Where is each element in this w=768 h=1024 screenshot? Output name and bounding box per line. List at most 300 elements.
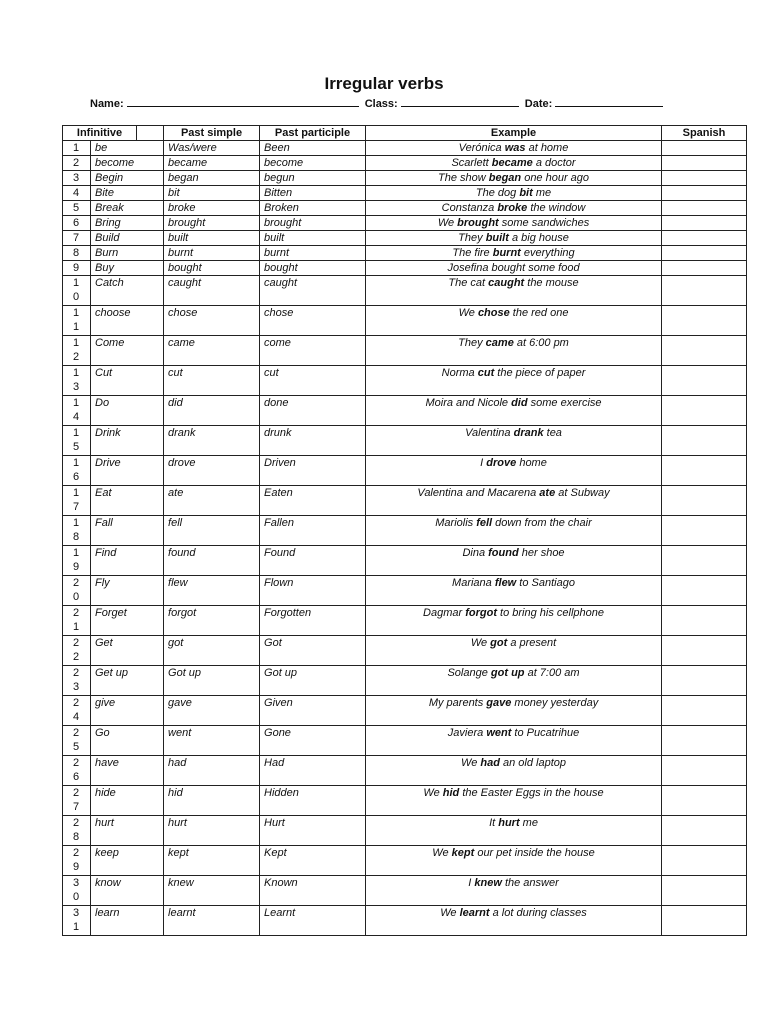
example-text: It: [489, 817, 499, 829]
past-participle-cell: cut: [260, 366, 366, 396]
row-number-text: 26: [73, 757, 80, 783]
spanish-cell[interactable]: [662, 876, 747, 906]
past-simple-cell: had: [164, 756, 260, 786]
spanish-cell[interactable]: [662, 336, 747, 366]
example-verb: got up: [490, 667, 525, 679]
example-verb: ate: [539, 487, 556, 499]
example-text: They: [458, 337, 486, 349]
spanish-cell[interactable]: [662, 201, 747, 216]
spanish-cell[interactable]: [662, 786, 747, 816]
past-simple-cell: chose: [164, 306, 260, 336]
past-simple-cell: cut: [164, 366, 260, 396]
spanish-cell[interactable]: [662, 726, 747, 756]
row-number: [63, 201, 91, 216]
spanish-cell[interactable]: [662, 171, 747, 186]
example-cell: [366, 666, 662, 696]
example-verb: went: [486, 727, 512, 739]
row-number: [63, 246, 91, 261]
row-number-text: 13: [73, 367, 80, 393]
past-participle-cell: Hurt: [260, 816, 366, 846]
past-participle-cell: Learnt: [260, 906, 366, 936]
header-past-simple: Past simple: [164, 126, 260, 141]
example-text-end: our pet inside the house: [474, 847, 595, 859]
spanish-cell[interactable]: [662, 366, 747, 396]
row-number: [63, 666, 91, 696]
date-field[interactable]: [555, 96, 663, 107]
row-number-text: 7: [73, 232, 80, 244]
example-cell: [366, 201, 662, 216]
example-text: Dagmar: [423, 607, 466, 619]
table-row: [63, 396, 747, 426]
example-text: We: [437, 217, 458, 229]
infinitive-cell: Get: [91, 636, 164, 666]
table-row: [63, 726, 747, 756]
row-number-text: 28: [73, 817, 80, 843]
table-row: [63, 216, 747, 231]
example-verb: built: [485, 232, 509, 244]
example-cell: [366, 396, 662, 426]
past-participle-cell: brought: [260, 216, 366, 231]
row-number: [63, 456, 91, 486]
past-simple-cell: gave: [164, 696, 260, 726]
row-number-text: 6: [73, 217, 80, 229]
table-row: [63, 636, 747, 666]
spanish-cell[interactable]: [662, 576, 747, 606]
example-verb: hid: [442, 787, 460, 799]
example-text-end: the red one: [509, 307, 569, 319]
example-verb: drank: [513, 427, 544, 439]
table-row: [63, 456, 747, 486]
example-text: The dog: [475, 187, 520, 199]
past-participle-cell: Known: [260, 876, 366, 906]
example-verb: broke: [497, 202, 528, 214]
infinitive-cell: hide: [91, 786, 164, 816]
example-cell: [366, 756, 662, 786]
header-infinitive: Infinitive: [63, 126, 137, 141]
example-cell: [366, 186, 662, 201]
example-text: Scarlett: [451, 157, 492, 169]
example-text-end: the answer: [501, 877, 559, 889]
example-text: Dina: [462, 547, 489, 559]
row-number-text: 19: [73, 547, 80, 573]
example-verb: burnt: [492, 247, 521, 259]
past-simple-cell: kept: [164, 846, 260, 876]
example-cell: [366, 426, 662, 456]
infinitive-cell: Go: [91, 726, 164, 756]
row-number: [63, 486, 91, 516]
past-participle-cell: caught: [260, 276, 366, 306]
infinitive-cell: Fly: [91, 576, 164, 606]
example-verb: caught: [488, 277, 525, 289]
spanish-cell[interactable]: [662, 756, 747, 786]
spanish-cell[interactable]: [662, 306, 747, 336]
example-verb: chose: [477, 307, 510, 319]
example-text: My parents: [428, 697, 487, 709]
example-text-end: some exercise: [527, 397, 602, 409]
example-cell: [366, 726, 662, 756]
example-verb: fell: [476, 517, 493, 529]
example-verb: had: [480, 757, 500, 769]
example-verb: drove: [486, 457, 517, 469]
example-text: The show: [437, 172, 489, 184]
past-simple-cell: found: [164, 546, 260, 576]
infinitive-cell: Bring: [91, 216, 164, 231]
spanish-cell[interactable]: [662, 906, 747, 936]
past-participle-cell: Found: [260, 546, 366, 576]
row-number-text: 27: [73, 787, 80, 813]
row-number-text: 21: [73, 607, 80, 633]
past-participle-cell: become: [260, 156, 366, 171]
example-text: Valentina: [465, 427, 514, 439]
table-row: [63, 171, 747, 186]
example-text-end: her shoe: [518, 547, 565, 559]
past-participle-cell: chose: [260, 306, 366, 336]
header-past-participle: Past participle: [260, 126, 366, 141]
example-verb: bit: [519, 187, 533, 199]
example-verb: kept: [451, 847, 475, 859]
past-simple-cell: Got up: [164, 666, 260, 696]
spanish-cell[interactable]: [662, 846, 747, 876]
spanish-cell[interactable]: [662, 456, 747, 486]
past-simple-cell: brought: [164, 216, 260, 231]
row-number: [63, 786, 91, 816]
example-verb: brought: [457, 217, 499, 229]
row-number-text: 23: [73, 667, 80, 693]
past-simple-cell: knew: [164, 876, 260, 906]
infinitive-cell: Come: [91, 336, 164, 366]
past-participle-cell: done: [260, 396, 366, 426]
example-text: We: [461, 757, 481, 769]
spanish-cell[interactable]: [662, 216, 747, 231]
spanish-cell[interactable]: [662, 516, 747, 546]
row-number: [63, 336, 91, 366]
example-text: Solange: [447, 667, 491, 679]
infinitive-cell: Drive: [91, 456, 164, 486]
past-simple-cell: drank: [164, 426, 260, 456]
example-cell: [366, 231, 662, 246]
spanish-cell[interactable]: [662, 426, 747, 456]
spanish-cell[interactable]: [662, 546, 747, 576]
example-verb: became: [491, 157, 533, 169]
example-text-end: me: [532, 187, 552, 199]
infinitive-cell: Begin: [91, 171, 164, 186]
infinitive-cell: have: [91, 756, 164, 786]
row-number: [63, 816, 91, 846]
row-number: [63, 576, 91, 606]
example-text-end: down from the chair: [492, 517, 592, 529]
row-number-text: 2: [73, 157, 80, 169]
infinitive-cell: Buy: [91, 261, 164, 276]
table-row: [63, 696, 747, 726]
row-number: [63, 516, 91, 546]
row-number-text: 24: [73, 697, 80, 723]
example-text-end: a doctor: [532, 157, 576, 169]
past-simple-cell: hid: [164, 786, 260, 816]
example-cell: [366, 456, 662, 486]
example-text-end: to bring his cellphone: [496, 607, 604, 619]
row-number: [63, 261, 91, 276]
past-simple-cell: drove: [164, 456, 260, 486]
row-number-text: 14: [73, 397, 80, 423]
row-number-text: 9: [73, 262, 80, 274]
row-number-text: 29: [73, 847, 80, 873]
table-row: [63, 306, 747, 336]
row-number: [63, 546, 91, 576]
example-text-end: the window: [527, 202, 586, 214]
past-participle-cell: Been: [260, 141, 366, 156]
row-number: [63, 906, 91, 936]
row-number: [63, 231, 91, 246]
example-text-end: the mouse: [524, 277, 579, 289]
example-text: We: [458, 307, 478, 319]
row-number: [63, 846, 91, 876]
example-cell: [366, 516, 662, 546]
example-text: Verónica: [458, 142, 505, 154]
table-row: [63, 486, 747, 516]
past-participle-cell: Forgotten: [260, 606, 366, 636]
table-row: [63, 756, 747, 786]
spanish-cell[interactable]: [662, 231, 747, 246]
example-cell: [366, 366, 662, 396]
spanish-cell[interactable]: [662, 186, 747, 201]
past-participle-cell: built: [260, 231, 366, 246]
past-simple-cell: learnt: [164, 906, 260, 936]
spanish-cell[interactable]: [662, 276, 747, 306]
example-cell: [366, 786, 662, 816]
example-text-end: everything: [520, 247, 575, 259]
row-number-text: 1: [73, 142, 80, 154]
table-row: [63, 906, 747, 936]
infinitive-cell: give: [91, 696, 164, 726]
past-participle-cell: Eaten: [260, 486, 366, 516]
row-number: [63, 171, 91, 186]
row-number-text: 10: [73, 277, 80, 303]
infinitive-cell: Forget: [91, 606, 164, 636]
spanish-cell[interactable]: [662, 606, 747, 636]
example-text-end: tea: [543, 427, 562, 439]
spanish-cell[interactable]: [662, 666, 747, 696]
example-verb: began: [488, 172, 522, 184]
spanish-cell[interactable]: [662, 156, 747, 171]
table-row: [63, 336, 747, 366]
infinitive-cell: Break: [91, 201, 164, 216]
table-row: [63, 846, 747, 876]
spanish-cell[interactable]: [662, 696, 747, 726]
row-number: [63, 726, 91, 756]
table-row: [63, 516, 747, 546]
infinitive-cell: hurt: [91, 816, 164, 846]
example-verb: was: [504, 142, 526, 154]
table-row: [63, 786, 747, 816]
infinitive-cell: Get up: [91, 666, 164, 696]
past-simple-cell: went: [164, 726, 260, 756]
past-participle-cell: Broken: [260, 201, 366, 216]
example-cell: [366, 876, 662, 906]
infinitive-cell: learn: [91, 906, 164, 936]
row-number-text: 8: [73, 247, 80, 259]
example-text-end: at home: [525, 142, 569, 154]
example-text: I: [468, 877, 475, 889]
example-text: Josefina bought some food: [447, 262, 580, 274]
table-row: [63, 816, 747, 846]
spanish-cell[interactable]: [662, 246, 747, 261]
table-row: [63, 201, 747, 216]
header-blank: [137, 126, 164, 141]
row-number-text: 16: [73, 457, 80, 483]
example-text-end: to Pucatrihue: [511, 727, 580, 739]
example-verb: got: [490, 637, 508, 649]
past-participle-cell: Kept: [260, 846, 366, 876]
row-number: [63, 306, 91, 336]
past-simple-cell: bit: [164, 186, 260, 201]
past-participle-cell: Given: [260, 696, 366, 726]
example-text: Javiera: [447, 727, 487, 739]
past-simple-cell: hurt: [164, 816, 260, 846]
spanish-cell[interactable]: [662, 141, 747, 156]
infinitive-cell: Cut: [91, 366, 164, 396]
example-text-end: a big house: [508, 232, 569, 244]
example-cell: [366, 576, 662, 606]
row-number-text: 30: [73, 877, 80, 903]
past-participle-cell: Had: [260, 756, 366, 786]
table-body: [63, 141, 747, 936]
row-number: [63, 186, 91, 201]
row-number-text: 22: [73, 637, 80, 663]
row-number: [63, 756, 91, 786]
class-label: Class:: [364, 98, 398, 110]
example-cell: [366, 846, 662, 876]
row-number: [63, 216, 91, 231]
irregular-verbs-table: [62, 125, 747, 936]
example-text: Moira and Nicole: [425, 397, 512, 409]
example-text-end: the piece of paper: [494, 367, 586, 379]
past-simple-cell: forgot: [164, 606, 260, 636]
table-row: [63, 246, 747, 261]
example-cell: [366, 156, 662, 171]
example-cell: [366, 546, 662, 576]
past-simple-cell: got: [164, 636, 260, 666]
table-row: [63, 666, 747, 696]
example-verb: learnt: [459, 907, 490, 919]
example-verb: knew: [474, 877, 502, 889]
past-participle-cell: come: [260, 336, 366, 366]
example-cell: [366, 141, 662, 156]
example-text: We: [470, 637, 491, 649]
example-text: Mariana: [452, 577, 495, 589]
example-cell: [366, 276, 662, 306]
row-number-text: 25: [73, 727, 80, 753]
past-simple-cell: ate: [164, 486, 260, 516]
example-text-end: one hour ago: [521, 172, 590, 184]
spanish-cell[interactable]: [662, 396, 747, 426]
past-simple-cell: bought: [164, 261, 260, 276]
row-number-text: 4: [73, 187, 80, 199]
header-example: Example: [366, 126, 662, 141]
row-number-text: 11: [73, 307, 80, 333]
page-title: Irregular verbs: [324, 74, 444, 93]
past-simple-cell: did: [164, 396, 260, 426]
past-simple-cell: fell: [164, 516, 260, 546]
example-cell: [366, 336, 662, 366]
past-participle-cell: Driven: [260, 456, 366, 486]
past-participle-cell: burnt: [260, 246, 366, 261]
row-number-text: 18: [73, 517, 80, 543]
past-participle-cell: drunk: [260, 426, 366, 456]
student-info-line: [90, 96, 666, 110]
name-field[interactable]: [127, 96, 359, 107]
row-number-text: 17: [73, 487, 80, 513]
example-text-end: money yesterday: [511, 697, 599, 709]
class-field[interactable]: [401, 96, 519, 107]
example-verb: cut: [477, 367, 495, 379]
table-row: [63, 186, 747, 201]
infinitive-cell: Build: [91, 231, 164, 246]
infinitive-cell: Eat: [91, 486, 164, 516]
row-number-text: 31: [73, 907, 80, 933]
example-verb: flew: [494, 577, 517, 589]
infinitive-cell: Catch: [91, 276, 164, 306]
past-participle-cell: Got: [260, 636, 366, 666]
past-simple-cell: burnt: [164, 246, 260, 261]
example-cell: [366, 306, 662, 336]
past-simple-cell: became: [164, 156, 260, 171]
example-text-end: home: [516, 457, 547, 469]
example-text: We: [423, 787, 443, 799]
example-text-end: to Santiago: [516, 577, 575, 589]
row-number: [63, 876, 91, 906]
table-row: [63, 546, 747, 576]
row-number: [63, 636, 91, 666]
infinitive-cell: be: [91, 141, 164, 156]
table-row: [63, 576, 747, 606]
past-participle-cell: Got up: [260, 666, 366, 696]
example-verb: hurt: [498, 817, 520, 829]
past-simple-cell: began: [164, 171, 260, 186]
past-simple-cell: Was/were: [164, 141, 260, 156]
example-verb: found: [488, 547, 519, 559]
row-number: [63, 366, 91, 396]
infinitive-cell: Drink: [91, 426, 164, 456]
infinitive-cell: Burn: [91, 246, 164, 261]
example-text: We: [432, 847, 452, 859]
example-text-end: at Subway: [555, 487, 610, 499]
spanish-cell[interactable]: [662, 636, 747, 666]
example-verb: gave: [486, 697, 512, 709]
example-cell: [366, 606, 662, 636]
spanish-cell[interactable]: [662, 261, 747, 276]
row-number: [63, 606, 91, 636]
past-participle-cell: Hidden: [260, 786, 366, 816]
infinitive-cell: keep: [91, 846, 164, 876]
example-text-end: at 6:00 pm: [513, 337, 569, 349]
row-number: [63, 426, 91, 456]
example-text: They: [458, 232, 486, 244]
row-number-text: 20: [73, 577, 80, 603]
example-verb: did: [511, 397, 528, 409]
example-text-end: the Easter Eggs in the house: [459, 787, 604, 799]
example-cell: [366, 636, 662, 666]
spanish-cell[interactable]: [662, 486, 747, 516]
table-row: [63, 366, 747, 396]
row-number: [63, 276, 91, 306]
example-text-end: an old laptop: [499, 757, 566, 769]
table-row: [63, 606, 747, 636]
table-row: [63, 261, 747, 276]
header-spanish: Spanish: [662, 126, 747, 141]
infinitive-cell: Bite: [91, 186, 164, 201]
spanish-cell[interactable]: [662, 816, 747, 846]
table-row: [63, 276, 747, 306]
